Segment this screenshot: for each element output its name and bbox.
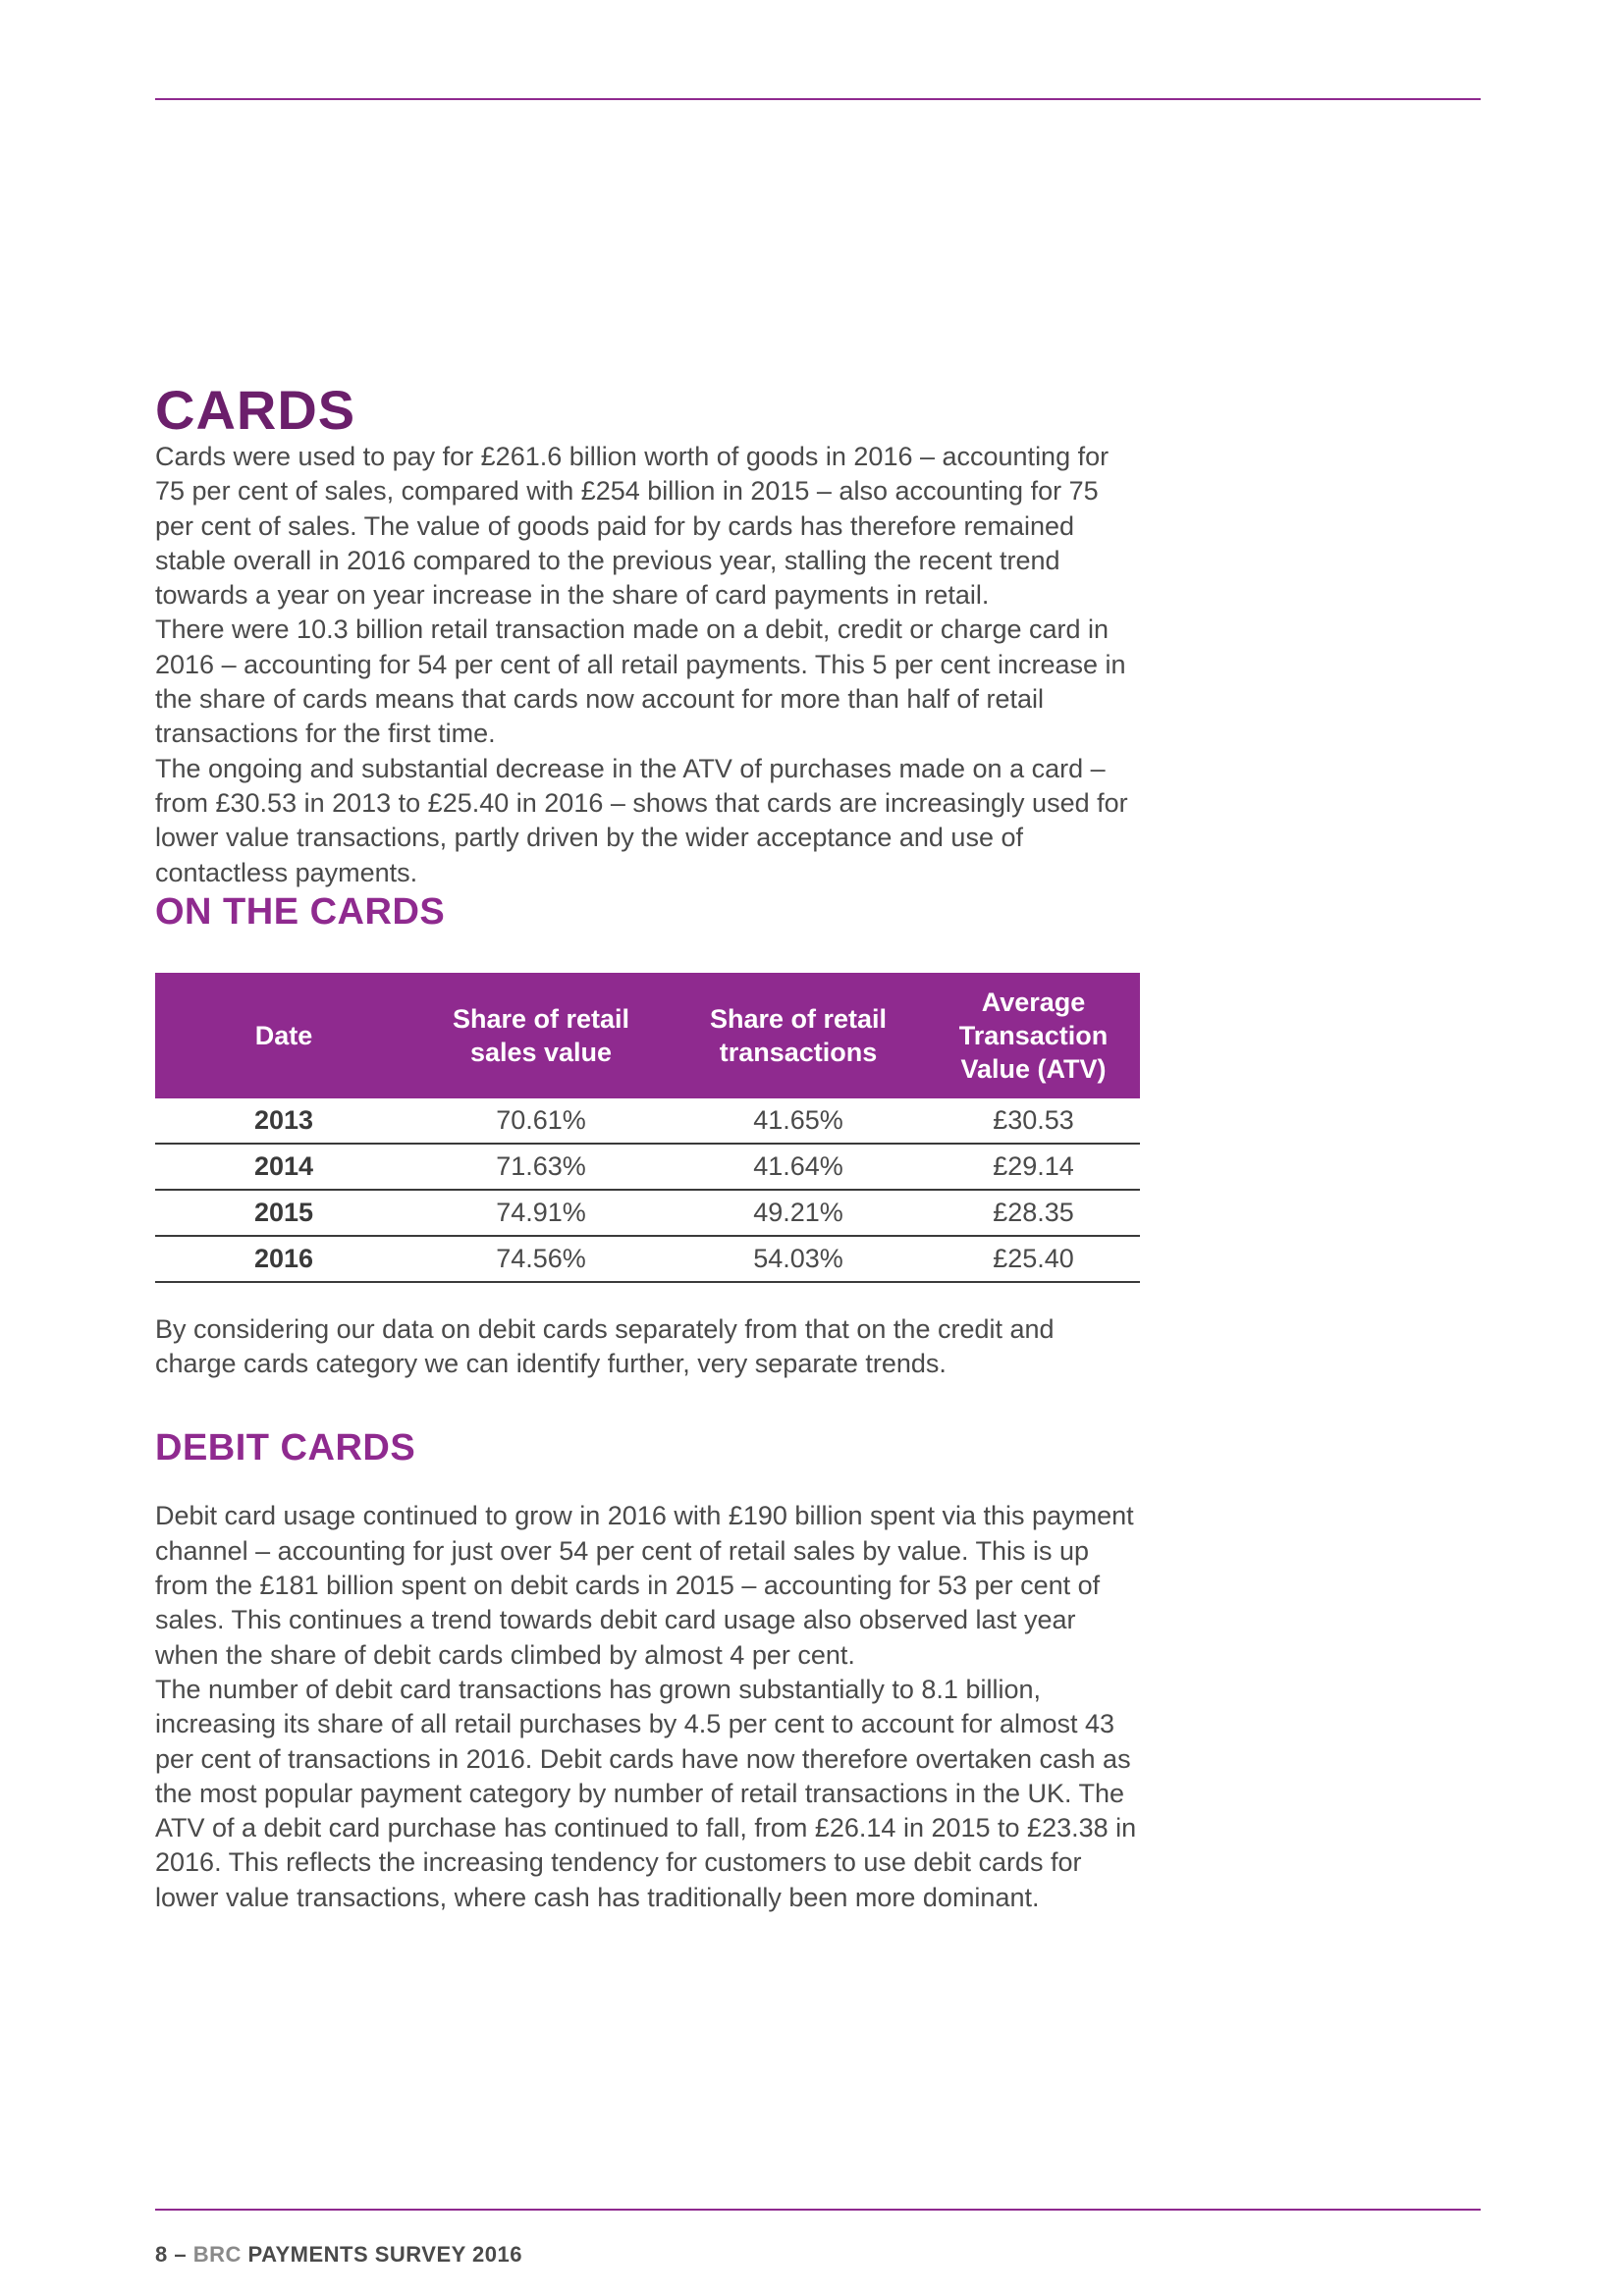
cell-sales-share: 74.56% xyxy=(412,1236,670,1282)
cell-atv: £28.35 xyxy=(927,1190,1140,1236)
page-number: 8 xyxy=(155,2242,168,2267)
cell-transactions-share: 41.64% xyxy=(670,1144,927,1190)
intro-paragraph-3: The ongoing and substantial decrease in the ATV of purchases made on a card – from £30.53 in 2013 to £25.40 in 2016 – shows that cards are increasingly used for lower value transactions, partly driven by the wider acceptance and use of contactless payments. xyxy=(155,753,1128,887)
footer-separator: – xyxy=(174,2242,188,2267)
cell-atv: £30.53 xyxy=(927,1098,1140,1144)
cell-date: 2014 xyxy=(155,1144,412,1190)
cell-transactions-share: 41.65% xyxy=(670,1098,927,1144)
cell-date: 2015 xyxy=(155,1190,412,1236)
debit-paragraph-2: The number of debit card transactions has grown substantially to 8.1 billion, increasing its share of all retail purchases by 4.5 per cent to account for almost 43 per cent of transactions in 2016. Debit cards have now therefore overtaken cash as the most popular payment category by number of retail transactions in the UK. The ATV of a debit card purchase has continued to fall, from £26.14 in 2015 to £23.38 in 2016. This reflects the increasing tendency for customers to use debit cards for lower value transactions, where cash has traditionally been more dominant. xyxy=(155,1674,1137,1912)
footer-rule xyxy=(155,2209,1481,2211)
page-title: CARDS xyxy=(155,379,356,441)
footer-publication: PAYMENTS SURVEY 2016 xyxy=(247,2242,522,2267)
column-header-sales-share: Share of retail sales value xyxy=(412,973,670,1098)
cell-sales-share: 71.63% xyxy=(412,1144,670,1190)
intro-paragraph-2: There were 10.3 billion retail transaction made on a debit, credit or charge card in 2016 – accounting for 54 per cent of all retail payments. This 5 per cent increase in the share of cards means that cards now account for more than half of retail transactions for the first time. xyxy=(155,614,1126,749)
page-content xyxy=(155,381,1142,1915)
table-heading: ON THE CARDS xyxy=(155,890,446,933)
column-header-atv: Average Transaction Value (ATV) xyxy=(927,973,1140,1098)
cell-atv: £25.40 xyxy=(927,1236,1140,1282)
table-row xyxy=(155,1144,1140,1190)
cell-atv: £29.14 xyxy=(927,1144,1140,1190)
cell-date: 2013 xyxy=(155,1098,412,1144)
table-row xyxy=(155,1098,1140,1144)
cell-transactions-share: 49.21% xyxy=(670,1190,927,1236)
footer-org: BRC xyxy=(192,2242,242,2267)
header-rule xyxy=(155,98,1481,100)
debit-heading: DEBIT CARDS xyxy=(155,1427,416,1469)
table-followup-paragraph: By considering our data on debit cards separately from that on the credit and charge cards category we can identify further, very separate trends. xyxy=(155,1313,1055,1379)
cards-table xyxy=(155,973,1140,1283)
debit-paragraph-1: Debit card usage continued to grow in 2016 with £190 billion spent via this payment channel – accounting for just over 54 per cent of retail sales by value. This is up from the £181 billion spent on debit cards in 2015 – accounting for 53 per cent of sales. This continues a trend towards debit card usage also observed last year when the share of debit cards climbed by almost 4 per cent. xyxy=(155,1501,1134,1670)
column-header-transactions-share: Share of retail transactions xyxy=(670,973,927,1098)
cell-sales-share: 70.61% xyxy=(412,1098,670,1144)
cell-date: 2016 xyxy=(155,1236,412,1282)
intro-paragraph-1: Cards were used to pay for £261.6 billion worth of goods in 2016 – accounting for 75 per cent of sales, compared with £254 billion in 2015 – also accounting for 75 per cent of sales. The value of goods paid for by cards has therefore remained stable overall in 2016 compared to the previous year, stalling the recent trend towards a year on year increase in the share of card payments in retail. xyxy=(155,442,1110,611)
table-header-row xyxy=(155,973,1140,1098)
cell-sales-share: 74.91% xyxy=(412,1190,670,1236)
table-row xyxy=(155,1190,1140,1236)
cell-transactions-share: 54.03% xyxy=(670,1236,927,1282)
page-footer xyxy=(155,2242,522,2268)
column-header-date: Date xyxy=(155,973,412,1098)
table-row xyxy=(155,1236,1140,1282)
